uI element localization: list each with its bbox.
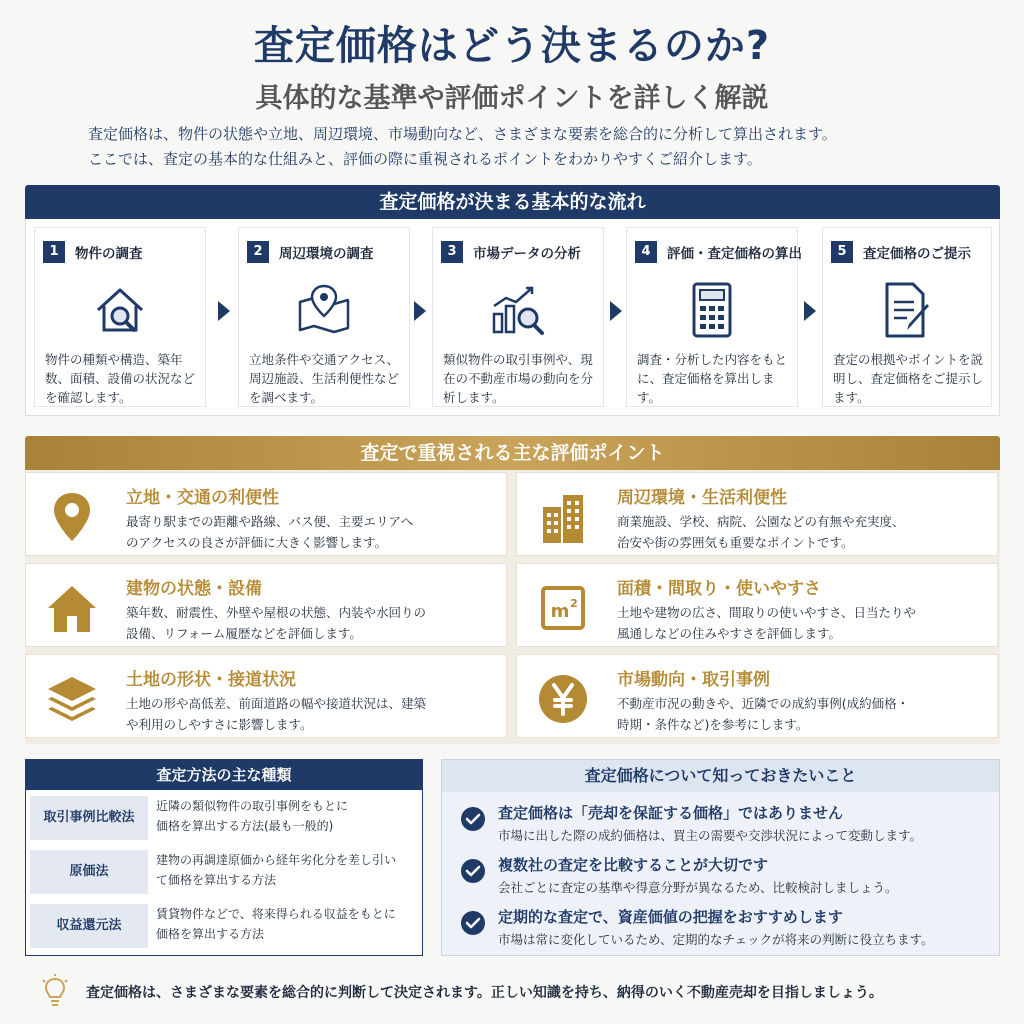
method-line: て価格を算出する方法 [156,873,277,887]
check-circle-icon [460,858,486,884]
intro-line: ここでは、査定の基本的な仕組みと、評価の際に重視されるポイントをわかりやすくご紹介します。 [88,150,762,168]
point-description [126,602,496,644]
point-line: のアクセスの良さが評価に大きく影響します。 [126,535,388,550]
svg-text:2: 2 [570,597,578,610]
method-line: 建物の再調達原価から経年劣化分を差し引い [156,853,397,867]
point-line: 土地の形や高低差、前面道路の幅や接道状況は、建築 [126,696,427,711]
knowhow-title: 複数社の査定を比較することが大切です [498,856,769,874]
point-title: 周辺環境・生活利便性 [617,488,787,508]
chart-search-icon [488,280,548,340]
lightbulb-icon [40,974,70,1010]
flow-step [822,227,992,407]
knowhow-item [456,800,996,850]
knowhow-description: 市場に出した際の成約価格は、買主の需要や交渉状況によって変動します。 [498,828,923,843]
point-title: 面積・間取り・使いやすさ [617,579,821,599]
footer-note [40,972,1000,1012]
page-subtitle: 具体的な基準や評価ポイントを詳しく解説 [255,83,769,114]
intro-text [88,122,988,172]
knowhow-description: 市場は常に変化しているため、定期的なチェックが将来の判断に役立ちます。 [498,932,934,947]
point-description [126,511,496,553]
document-pen-icon [877,280,937,340]
flow-panel [25,219,1000,416]
step-number: 3 [441,241,463,263]
point-line: 商業施設、学校、病院、公園などの有無や充実度、 [617,514,905,529]
step-title: 評価・査定価格の算出 [667,246,802,262]
yen-coin-icon [535,671,591,727]
method-row [26,792,422,844]
flow-arrow-icon [414,301,426,321]
flow-arrow-icon [804,301,816,321]
location-pin-icon [44,489,100,545]
layers-icon [44,671,100,727]
methods-heading: 査定方法の主な種類 [26,760,422,790]
point-title: 立地・交通の利便性 [126,488,279,508]
step-description: 類似物件の取引事例や、現在の不動産市場の動向を分析します。 [443,352,594,405]
point-description [126,693,496,735]
knowhow-item [456,904,996,954]
intro-line: 査定価格は、物件の状態や立地、周辺環境、市場動向など、さまざまな要素を総合的に分析して算出されます。 [88,125,837,143]
point-description [617,693,987,735]
method-label: 取引事例比較法 [30,796,148,840]
method-line: 価格を算出する方法 [156,927,265,941]
point-line: 風通しなどの住みやすさを評価します。 [617,626,842,641]
step-number: 4 [635,241,657,263]
flow-arrow-icon [218,301,230,321]
point-description [617,602,987,644]
svg-text:m: m [550,601,570,622]
point-line: 最寄り駅までの距離や路線、バス便、主要エリアへ [126,514,414,529]
method-line: 近隣の類似物件の取引事例をもとに [156,799,349,813]
square-meter-icon [535,580,591,636]
flow-step [626,227,802,407]
flow-arrow-icon [610,301,622,321]
house-icon [44,580,100,636]
points-panel [25,470,1000,744]
point-line: や利用のしやすさに影響します。 [126,717,313,732]
knowhow-item [456,852,996,902]
footer-text: 査定価格は、さまざまな要素を総合的に判断して決定されます。正しい知識を持ち、納得のいく不動産売却を目指しましょう。 [86,985,883,1001]
step-title: 周辺環境の調査 [279,246,374,262]
step-description: 立地条件や交通アクセス、周辺施設、生活利便性などを調べます。 [249,352,400,405]
step-number: 2 [247,241,269,263]
flow-step [432,227,604,407]
method-line: 賃貸物件などで、将来得られる収益をもとに [156,907,396,921]
step-title: 査定価格のご提示 [863,246,971,262]
method-row [26,900,422,952]
method-description [156,796,418,836]
method-label: 原価法 [30,850,148,894]
point-card [25,563,507,647]
step-number: 5 [831,241,853,263]
point-line: 築年数、耐震性、外壁や屋根の状態、内装や水回りの [126,605,427,620]
point-card [25,654,507,738]
point-title: 土地の形状・接道状況 [126,670,296,690]
method-label: 収益還元法 [30,904,148,948]
point-title: 建物の状態・設備 [126,579,262,599]
flow-step [34,227,206,407]
flow-step [238,227,410,407]
knowhow-title: 定期的な査定で、資産価値の把握をおすすめします [498,908,843,926]
point-line: 不動産市況の動きや、近隣での成約事例(成約価格・ [617,696,910,711]
check-circle-icon [460,806,486,832]
point-line: 設備、リフォーム履歴などを評価します。 [126,626,362,641]
step-description: 物件の種類や構造、築年数、面積、設備の状況などを確認します。 [45,352,196,405]
point-line: 治安や街の雰囲気も重要なポイントです。 [617,535,854,550]
check-circle-icon [460,910,486,936]
page-title: 査定価格はどう決まるのか? [253,23,771,69]
point-card [516,472,998,556]
knowhow-heading: 査定価格について知っておきたいこと [442,760,999,792]
step-description: 調査・分析した内容をもとに、査定価格を算出します。 [637,352,788,405]
step-description: 査定の根拠やポイントを説明し、査定価格をご提示します。 [833,352,984,405]
flow-heading: 査定価格が決まる基本的な流れ [25,185,1000,219]
method-row [26,846,422,898]
knowhow-panel [441,759,1000,956]
methods-panel [25,759,423,956]
point-title: 市場動向・取引事例 [617,670,770,690]
method-description [156,850,418,890]
step-title: 市場データの分析 [473,246,581,262]
point-card [516,563,998,647]
buildings-icon [535,489,591,545]
point-card [516,654,998,738]
knowhow-title: 査定価格は「売却を保証する価格」ではありません [498,804,844,822]
method-line: 価格を算出する方法(最も一般的) [156,819,334,833]
point-line: 土地や建物の広さ、間取りの使いやすさ、日当たりや [617,605,917,620]
step-title: 物件の調査 [75,246,143,262]
point-description [617,511,987,553]
point-line: 時期・条件など)を参考にします。 [617,717,809,732]
method-description [156,904,418,944]
calculator-icon [682,280,742,340]
map-pin-icon [294,280,354,340]
knowhow-description: 会社ごとに査定の基準や得意分野が異なるため、比較検討しましょう。 [498,880,898,895]
point-card [25,472,507,556]
house-search-icon [90,280,150,340]
step-number: 1 [43,241,65,263]
points-heading: 査定で重視される主な評価ポイント [25,436,1000,470]
